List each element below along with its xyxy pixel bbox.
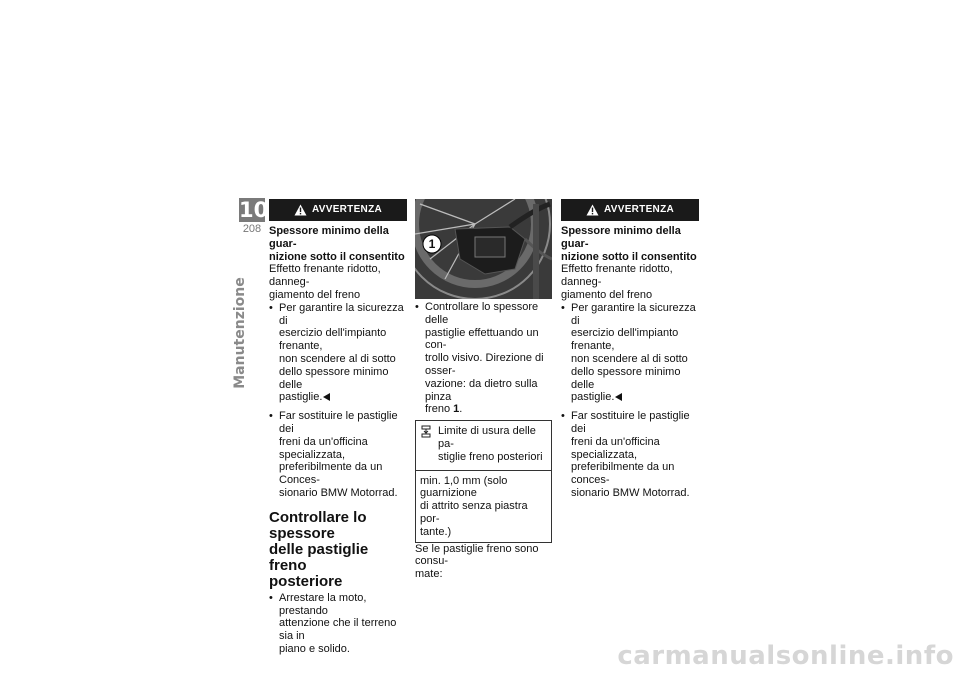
- column-1: [269, 199, 407, 656]
- warning-label: AVVERTENZA: [311, 203, 383, 215]
- section-title: Controllare lo spessore delle pastiglie freno posteriore: [269, 508, 369, 590]
- warning-text: Effetto frenante ridotto, danneg- giamento del freno: [561, 263, 673, 301]
- spec-header: [416, 421, 551, 470]
- warning-triangle-icon: [586, 204, 599, 216]
- warning-banner: [561, 199, 699, 221]
- column-2: [415, 199, 553, 581]
- list-item: • Far sostituire le pastiglie dei freni da un'officina specializzata, preferibilmente da un Conces- sionario BMW Motorrad.: [269, 410, 407, 500]
- warning-triangle-icon: [294, 204, 307, 216]
- warning-text: Effetto frenante ridotto, danneg- giamento del freno: [269, 263, 381, 301]
- end-mark-icon: [323, 393, 330, 401]
- list-item: • Per garantire la sicurezza di esercizio dell'impianto frenante, non scendere al di sotto dello spessore minimo delle pastiglie.: [561, 302, 699, 404]
- chapter-number: 10: [239, 198, 269, 222]
- warning-banner: [269, 199, 407, 221]
- list-item: • Per garantire la sicurezza di esercizio dell'impianto frenante, non scendere al di sotto dello spessore minimo delle pastiglie.: [269, 302, 407, 404]
- list-item: • Controllare lo spessore delle pastiglie effettuando un con- trollo visivo. Direzione di osser- vazione: da dietro sulla pinza freno 1.: [415, 301, 553, 416]
- page-number: 208: [242, 223, 262, 235]
- list-item: • Arrestare la moto, prestando attenzione che il terreno sia in piano e solido.: [269, 592, 407, 656]
- paragraph: Se le pastiglie freno sono consu- mate:: [415, 542, 539, 581]
- watermark[interactable]: carmanualsonline.info: [617, 641, 954, 671]
- spec-value: min. 1,0 mm (solo guarnizione di attrito senza piastra por- tante.): [420, 474, 528, 538]
- photo-callout-label: 1: [428, 237, 436, 251]
- chapter-title: Manutenzione: [232, 277, 248, 389]
- warning-heading: Spessore minimo della guar- nizione sotto il consentito: [561, 225, 697, 263]
- spec-box: [415, 420, 552, 542]
- warning-heading: Spessore minimo della guar- nizione sotto il consentito: [269, 225, 405, 263]
- brake-caliper-photo: [415, 199, 552, 299]
- end-mark-icon: [615, 393, 622, 401]
- spec-title: Limite di usura delle pa- stiglie freno posteriori: [438, 425, 543, 463]
- wear-limit-icon: [420, 425, 438, 463]
- column-3: [561, 199, 699, 500]
- warning-label: AVVERTENZA: [603, 203, 675, 215]
- list-item: • Far sostituire le pastiglie dei freni da un'officina specializzata, preferibilmente da un conces- sionario BMW Motorrad.: [561, 410, 699, 500]
- chapter-title-vertical: [232, 277, 260, 389]
- callout-reference: 1: [453, 403, 460, 416]
